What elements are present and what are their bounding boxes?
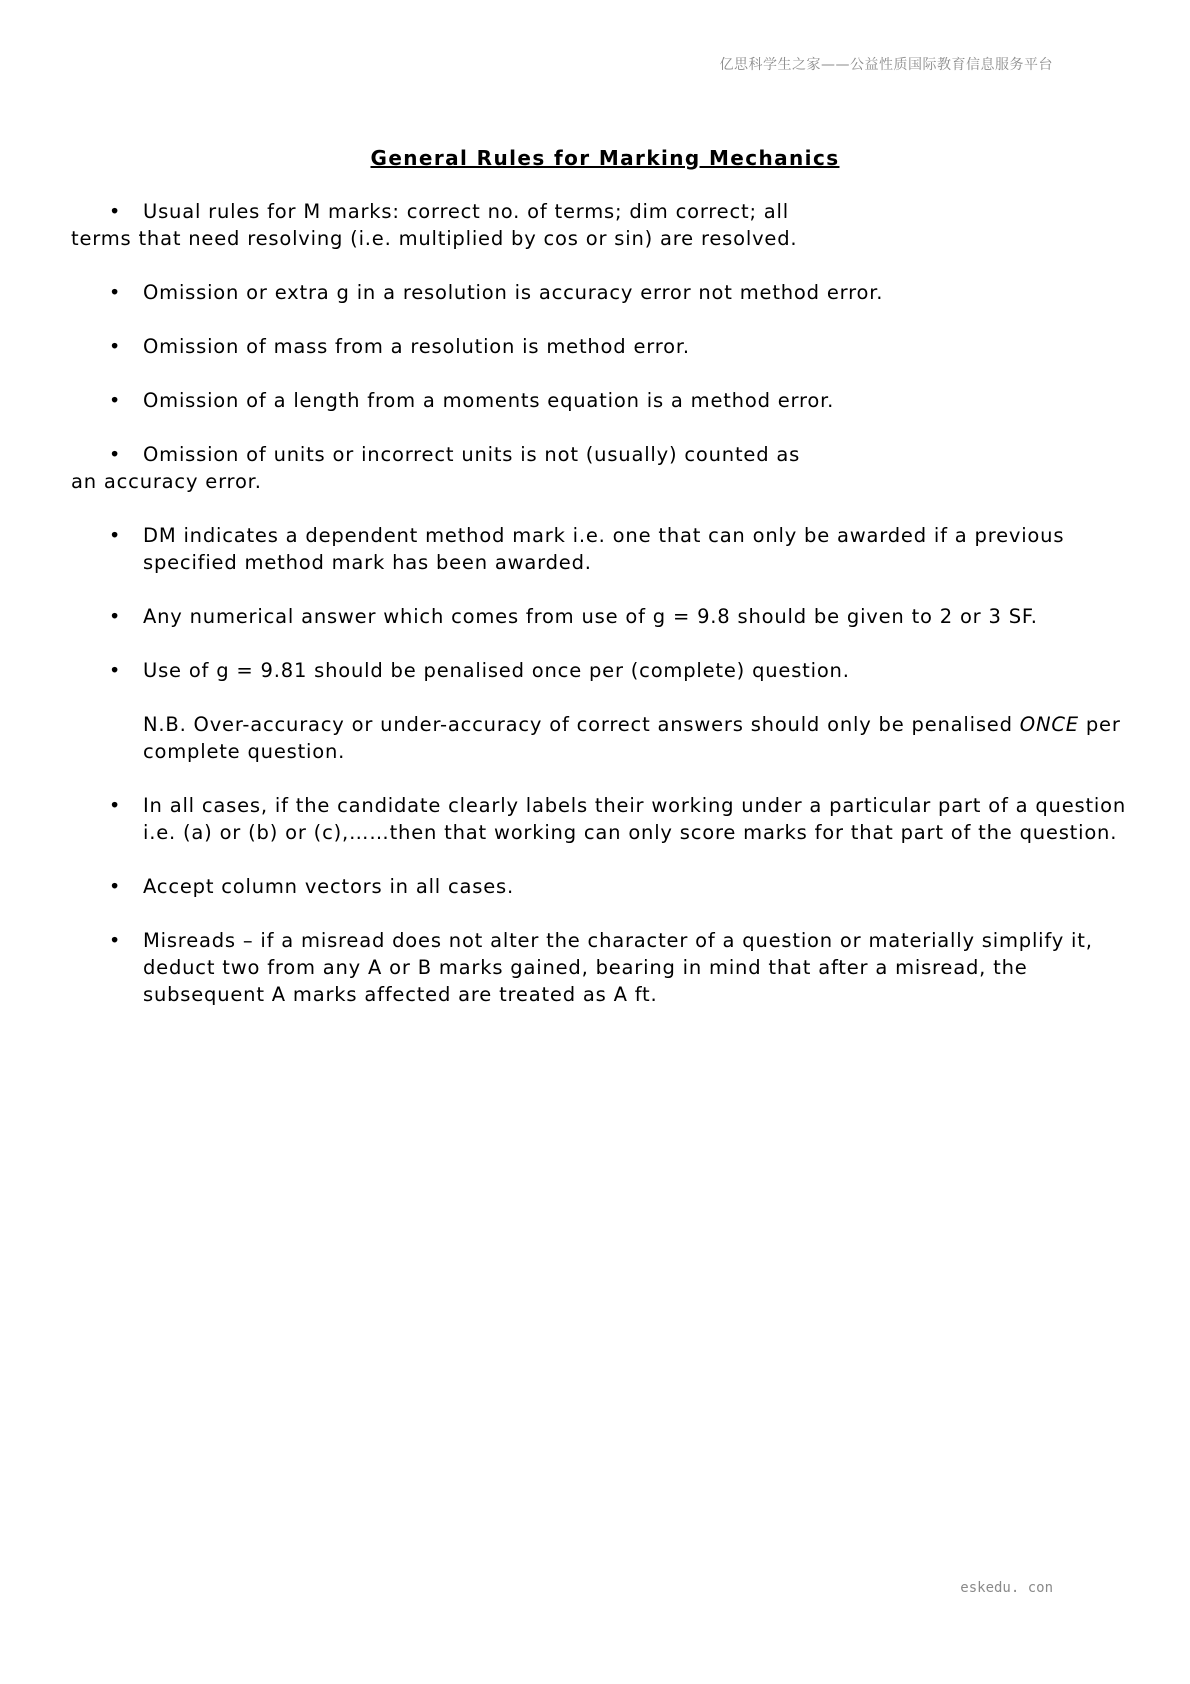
list-item: [0, 603, 1190, 630]
note-emphasis: ONCE: [1019, 713, 1079, 736]
rule-text: Omission of a length from a moments equation is a method error.: [143, 389, 835, 412]
list-item: [0, 387, 1190, 414]
list-item: [0, 873, 1190, 900]
bullet-icon: •: [108, 929, 122, 952]
page-header-tagline: 亿思科学生之家——公益性质国际教育信息服务平台: [719, 57, 1053, 73]
list-item: [0, 792, 1190, 846]
list-item: [0, 333, 1190, 360]
bullet-icon: •: [108, 281, 122, 304]
rule-text: Usual rules for M marks: correct no. of terms; dim correct; all terms that need resolving (i.e. multiplied by cos or sin) are resolved.: [71, 200, 798, 250]
rule-text: Omission or extra g in a resolution is accuracy error not method error.: [143, 281, 884, 304]
rule-text: Omission of mass from a resolution is method error.: [143, 335, 690, 358]
bullet-icon: •: [108, 389, 122, 412]
rule-text: Misreads – if a misread does not alter the character of a question or materially simplify it, deduct two from any A or B marks gained, bearing in mind that after a misread, the subsequent A marks affected are treated as A ft.: [143, 929, 1093, 1006]
bullet-icon: •: [108, 605, 122, 628]
bullet-icon: •: [108, 200, 122, 223]
list-item: [0, 198, 890, 252]
bullet-icon: •: [108, 659, 122, 682]
bullet-icon: •: [108, 875, 122, 898]
note-text-after: per complete question.: [143, 713, 1121, 763]
nb-note: [0, 711, 1190, 765]
rule-text: DM indicates a dependent method mark i.e. one that can only be awarded if a previous specified method mark has been awarded.: [143, 524, 1065, 574]
bullet-icon: •: [108, 524, 122, 547]
list-item: [0, 657, 1190, 684]
bullet-icon: •: [108, 794, 122, 817]
list-item: [0, 522, 1190, 576]
bullet-icon: •: [108, 335, 122, 358]
list-item: [0, 441, 881, 495]
rule-text: Any numerical answer which comes from use of g = 9.8 should be given to 2 or 3 SF.: [143, 605, 1038, 628]
note-text-before: N.B. Over-accuracy or under-accuracy of correct answers should only be penalised: [143, 713, 1020, 736]
rule-text: In all cases, if the candidate clearly labels their working under a particular part of a question i.e. (a) or (b) or (c),……then that working can only score marks for that part of the question.: [143, 794, 1127, 844]
rule-text: Use of g = 9.81 should be penalised once per (complete) question.: [143, 659, 850, 682]
list-item: [0, 927, 1190, 1008]
list-item: [0, 279, 1190, 306]
bullet-icon: •: [108, 443, 122, 466]
page-footer-site: eskedu. con: [960, 1580, 1053, 1596]
rule-text: Omission of units or incorrect units is not (usually) counted as an accuracy error.: [71, 443, 801, 493]
page-title: General Rules for Marking Mechanics: [370, 146, 840, 170]
rule-text: Accept column vectors in all cases.: [143, 875, 514, 898]
rules-list: [0, 198, 1190, 1035]
